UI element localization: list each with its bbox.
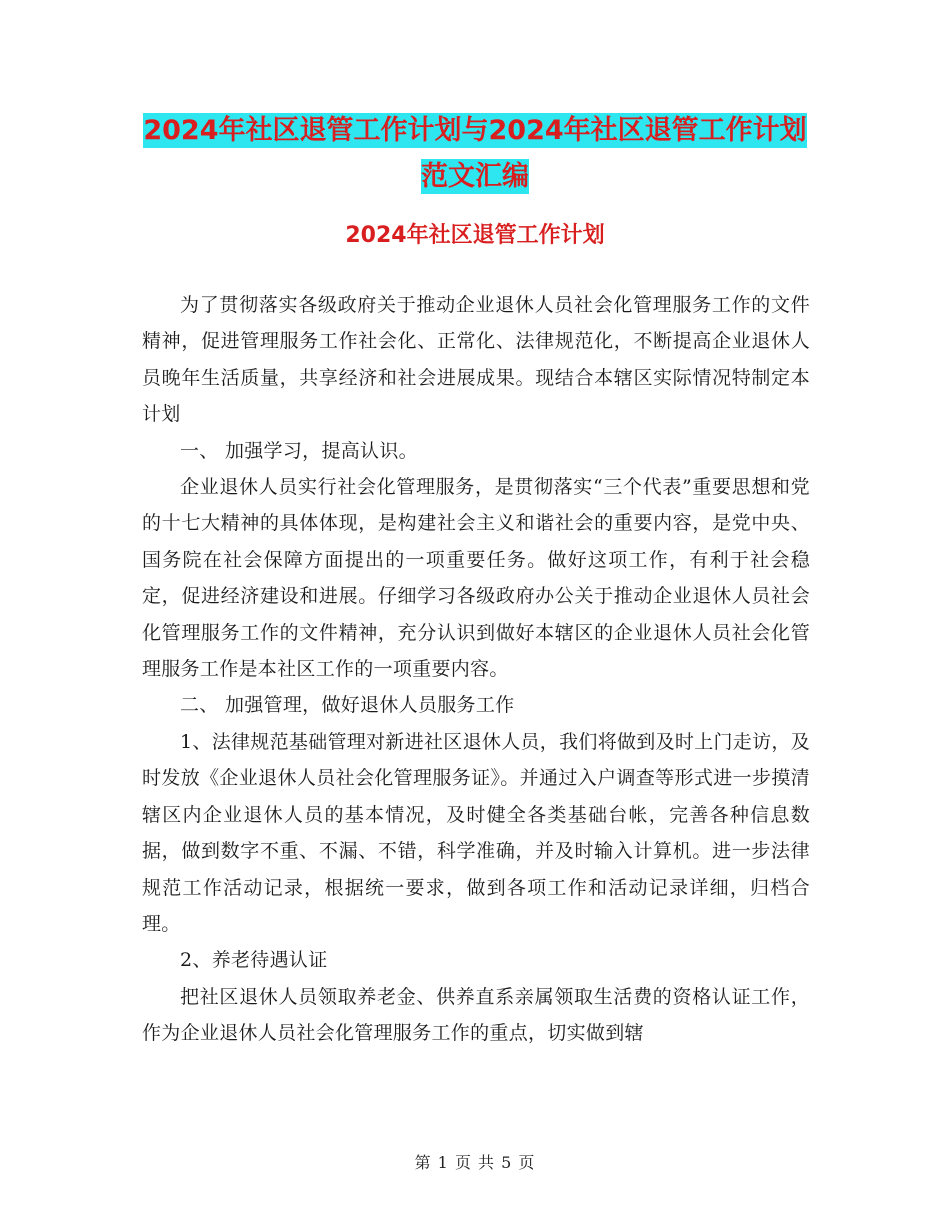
document-title (0, 108, 950, 200)
paragraph: 为了贯彻落实各级政府关于推动企业退休人员社会化管理服务工作的文件精神，促进管理服务工作社会化、正常化、法律规范化，不断提高企业退休人员晚年生活质量，共享经济和社会进展成果。现结合本辖区实际情况特制定本计划 (142, 294, 810, 426)
document-body (142, 287, 810, 1052)
paragraph: 一、 加强学习，提高认识。 (180, 439, 418, 462)
paragraph: 1、法律规范基础管理对新进社区退休人员，我们将做到及时上门走访，及时发放《企业退休人员社会化管理服务证》。并通过入户调查等形式进一步摸清辖区内企业退休人员的基本情况，及时健全各类基础台帐，完善各种信息数据，做到数字不重、不漏、不错，科学准确，并及时输入计算机。进一步法律规范工作活动记录，根据统一要求，做到各项工作和活动记录详细，归档合理。 (142, 730, 810, 935)
paragraph: 把社区退休人员领取养老金、供养直系亲属领取生活费的资格认证工作，作为企业退休人员社会化管理服务工作的重点，切实做到辖 (142, 985, 810, 1045)
page-footer: 第 1 页 共 5 页 (414, 1153, 536, 1172)
paragraph: 二、 加强管理，做好退休人员服务工作 (180, 694, 515, 717)
title-line-1: 2024年社区退管工作计划与2024年社区退管工作计划 (143, 115, 807, 146)
paragraph: 企业退休人员实行社会化管理服务，是贯彻落实“三个代表”重要思想和党的十七大精神的具体体现，是构建社会主义和谐社会的重要内容，是党中央、国务院在社会保障方面提出的一项重要任务。做好这项工作，有利于社会稳定，促进经济建设和进展。仔细学习各级政府办公关于推动企业退休人员社会化管理服务工作的文件精神，充分认识到做好本辖区的企业退休人员社会化管理服务工作是本社区工作的一项重要内容。 (142, 476, 810, 681)
section-title: 2024年社区退管工作计划 (345, 223, 605, 248)
title-line-2: 范文汇编 (421, 161, 529, 192)
paragraph: 2、养老待遇认证 (180, 949, 328, 972)
